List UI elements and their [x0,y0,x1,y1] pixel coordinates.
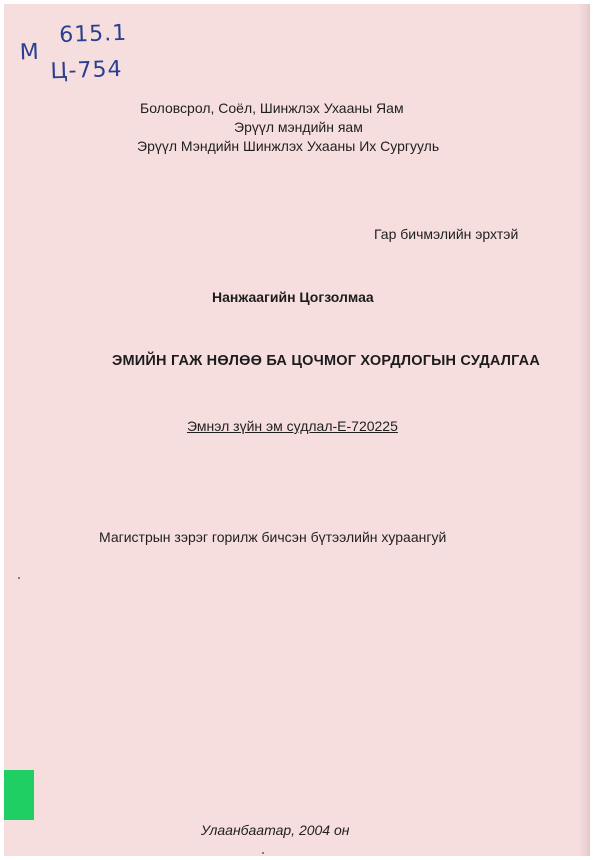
call-number-cutter: Ц-754 [50,56,123,85]
paper-speck [18,577,20,579]
handwritten-call-number [19,20,161,95]
place-and-year: Улаанбаатар, 2004 он [201,822,350,838]
ministry-line-2: Эрүүл мэндийн яам [234,119,363,135]
paper-speck [262,852,264,854]
thesis-title: ЭМИЙН ГАЖ НӨЛӨӨ БА ЦОЧМОГ ХОРДЛОГЫН СУДАЛГАА [112,353,540,369]
ministry-line-3: Эрүүл Мэндийн Шинжлэх Ухааны Их Сургууль [137,138,440,154]
ministry-line-1: Боловсрол, Соёл, Шинжлэх Ухааны Яам [140,100,404,116]
document-page [4,4,590,856]
call-number-classification: 615.1 [58,20,128,49]
specialty-code: Эмнэл зүйн эм судлал-Е-720225 [187,418,398,434]
degree-note: Магистрын зэрэг горилж бичсэн бүтээлийн хураангуй [99,529,447,545]
library-marker-tab [4,770,34,820]
manuscript-rights-note: Гар бичмэлийн эрхтэй [374,226,519,242]
call-number-prefix: M [19,39,41,66]
page-shadow [578,4,588,856]
ministry-header [132,99,492,156]
author-name: Нанжаагийн Цогзолмаа [212,289,374,305]
